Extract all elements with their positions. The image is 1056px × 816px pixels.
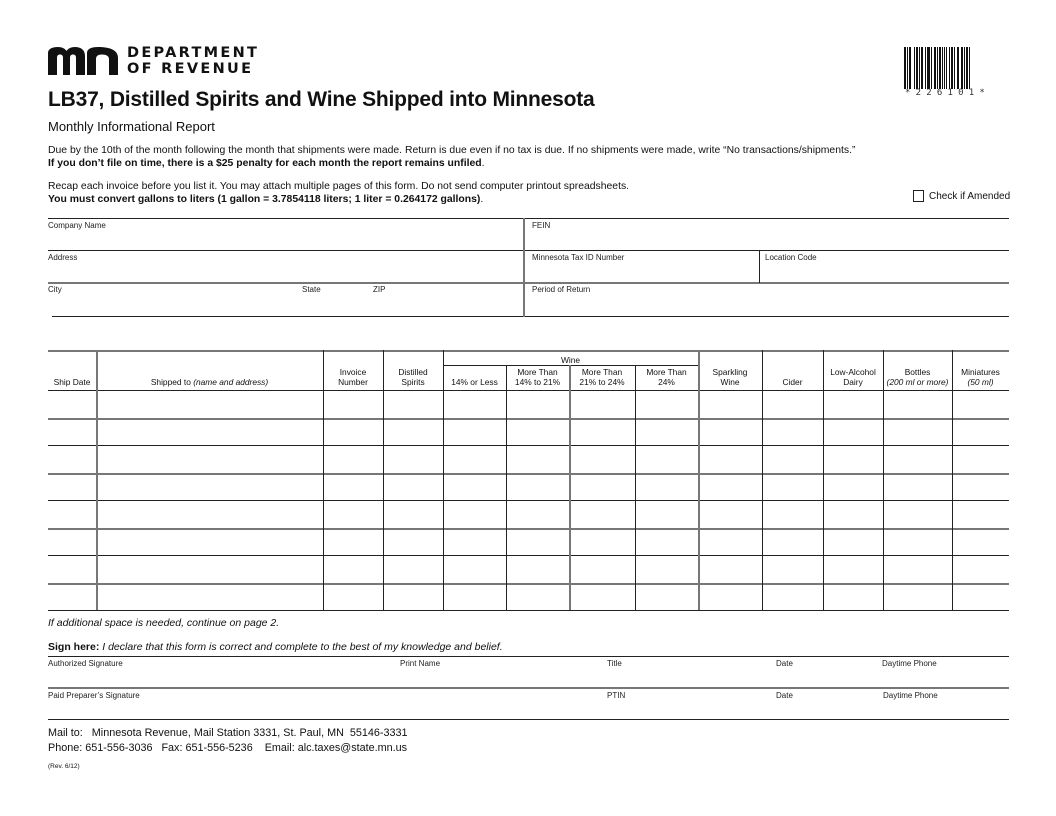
divider [759,250,760,283]
mn-logo-icon [48,47,118,75]
table-cell-wine-21-to-24[interactable] [571,530,633,554]
address-field[interactable] [48,263,522,281]
table-column-rule [823,350,824,610]
table-column-rule [952,350,953,610]
table-cell-wine-14-or-less[interactable] [445,392,504,416]
table-cell-invoice-number[interactable] [325,475,381,499]
company-name-field[interactable] [48,231,522,249]
table-cell-sparkling-wine[interactable] [700,475,760,499]
page-title: LB37, Distilled Spirits and Wine Shipped into Minnesota [48,88,595,111]
barcode-number: *226101* [905,88,990,98]
state-label: State [302,285,321,294]
revision-date: (Rev. 6/12) [48,763,80,770]
barcode-icon [904,47,1007,89]
table-cell-distilled-spirits[interactable] [385,502,441,526]
column-header-invoice-number: Invoice Number [338,367,368,387]
city-field[interactable] [48,295,298,315]
address-label: Address [48,253,78,262]
table-cell-wine-14-or-less[interactable] [445,530,504,554]
conversion-notice: You must convert gallons to liters (1 gallon = 3.7854118 liters; 1 liter = 0.264172 gallons) [48,194,481,205]
table-cell-wine-14-to-21[interactable] [508,557,567,581]
table-cell-sparkling-wine[interactable] [700,392,760,416]
table-cell-wine-21-to-24[interactable] [571,420,633,444]
table-row-rule [48,555,1009,556]
table-cell-wine-21-to-24[interactable] [571,475,633,499]
table-column-rule [443,350,444,610]
table-top-rule [48,350,1009,352]
table-cell-bottles[interactable] [885,447,950,471]
mn-tax-id-field[interactable] [532,263,757,281]
mn-tax-id-label: Minnesota Tax ID Number [532,253,625,262]
location-code-field[interactable] [765,263,1008,281]
paid-preparer-signature-label: Paid Preparer’s Signature [48,691,140,700]
table-row-rule [48,445,1009,446]
table-cell-invoice-number[interactable] [325,392,381,416]
preparer-daytime-phone-field[interactable] [882,700,1008,718]
continuation-note: If additional space is needed, continue on page 2. [48,617,280,629]
table-column-rule [883,350,884,610]
table-column-rule [635,365,636,610]
table-cell-wine-21-to-24[interactable] [571,585,633,609]
table-cell-ship-date[interactable] [50,530,94,554]
table-cell-ship-date[interactable] [50,392,94,416]
table-cell-wine-14-to-21[interactable] [508,392,567,416]
table-cell-wine-over-24[interactable] [637,557,696,581]
contact-info: Phone: 651-556-3036 Fax: 651-556-5236 Email: alc.taxes@state.mn.us [48,742,408,754]
table-cell-ship-date[interactable] [50,420,94,444]
table-cell-wine-over-24[interactable] [637,530,696,554]
preparer-date-field[interactable] [776,700,880,718]
ptin-field[interactable] [607,700,774,718]
table-cell-wine-14-to-21[interactable] [508,585,567,609]
table-cell-shipped-to[interactable] [98,557,321,581]
table-cell-low-alcohol-dairy[interactable] [825,530,881,554]
table-cell-wine-14-or-less[interactable] [445,557,504,581]
table-cell-sparkling-wine[interactable] [700,502,760,526]
table-cell-shipped-to[interactable] [98,585,321,609]
divider [48,656,1009,657]
table-cell-wine-over-24[interactable] [637,447,696,471]
column-header-shipped-to: Shipped to (name and address) [150,377,269,387]
table-cell-wine-14-to-21[interactable] [508,530,567,554]
table-header-rule [48,390,1009,391]
table-cell-wine-over-24[interactable] [637,585,696,609]
company-name-label: Company Name [48,221,106,230]
table-cell-sparkling-wine[interactable] [700,420,760,444]
table-cell-wine-14-to-21[interactable] [508,447,567,471]
penalty-notice: If you don’t file on time, there is a $25 penalty for each month the report remains unfiled [48,158,482,169]
table-cell-miniatures[interactable] [954,447,1007,471]
table-cell-cider[interactable] [764,585,821,609]
table-cell-distilled-spirits[interactable] [385,530,441,554]
table-cell-cider[interactable] [764,392,821,416]
table-cell-distilled-spirits[interactable] [385,420,441,444]
table-cell-wine-21-to-24[interactable] [571,557,633,581]
amended-checkbox-group[interactable] [913,190,1010,202]
column-header-cider: Cider [782,377,803,387]
city-label: City [48,285,62,294]
column-header-wine-14-to-21: More Than 14% to 21% [514,367,561,387]
table-cell-distilled-spirits[interactable] [385,585,441,609]
table-cell-cider[interactable] [764,475,821,499]
table-cell-wine-over-24[interactable] [637,475,696,499]
table-cell-bottles[interactable] [885,530,950,554]
table-cell-sparkling-wine[interactable] [700,557,760,581]
table-cell-invoice-number[interactable] [325,530,381,554]
column-header-miniatures: Miniatures (50 ml) [961,367,1000,387]
table-cell-low-alcohol-dairy[interactable] [825,557,881,581]
table-cell-invoice-number[interactable] [325,557,381,581]
table-cell-wine-21-to-24[interactable] [571,392,633,416]
table-cell-sparkling-wine[interactable] [700,447,760,471]
table-cell-invoice-number[interactable] [325,420,381,444]
preparer-date-label: Date [776,691,793,700]
table-cell-wine-14-or-less[interactable] [445,420,504,444]
table-cell-bottles[interactable] [885,502,950,526]
divider [48,282,1009,284]
table-cell-bottles[interactable] [885,420,950,444]
table-cell-low-alcohol-dairy[interactable] [825,502,881,526]
date-label: Date [776,659,793,668]
table-cell-wine-14-or-less[interactable] [445,585,504,609]
recap-instructions: Recap each invoice before you list it. You may attach multiple pages of this form. Do not send computer printout spreadsheets. You must convert gallons to liters (1 gallon = 3.7854118 liters; 1 liter = 0.264172 gallons). [48,181,630,205]
table-cell-low-alcohol-dairy[interactable] [825,392,881,416]
divider [48,218,1009,219]
table-cell-miniatures[interactable] [954,557,1007,581]
date-field[interactable] [776,668,880,686]
divider [523,218,525,317]
table-cell-bottles[interactable] [885,585,950,609]
table-cell-low-alcohol-dairy[interactable] [825,420,881,444]
table-cell-low-alcohol-dairy[interactable] [825,585,881,609]
table-cell-bottles[interactable] [885,557,950,581]
table-cell-wine-over-24[interactable] [637,420,696,444]
title-label: Title [607,659,622,668]
table-cell-miniatures[interactable] [954,475,1007,499]
table-cell-miniatures[interactable] [954,585,1007,609]
authorized-signature-label: Authorized Signature [48,659,123,668]
period-of-return-label: Period of Return [532,285,591,294]
authorized-signature-field[interactable] [48,668,398,686]
table-cell-shipped-to[interactable] [98,530,321,554]
table-cell-miniatures[interactable] [954,392,1007,416]
table-cell-bottles[interactable] [885,392,950,416]
table-cell-shipped-to[interactable] [98,447,321,471]
table-cell-miniatures[interactable] [954,420,1007,444]
fein-label: FEIN [532,221,551,230]
table-column-rule [762,350,763,610]
table-cell-wine-14-or-less[interactable] [445,502,504,526]
table-cell-wine-14-or-less[interactable] [445,447,504,471]
table-cell-shipped-to[interactable] [98,392,321,416]
print-name-label: Print Name [400,659,441,668]
wine-group-header: Wine [560,355,581,365]
location-code-label: Location Code [765,253,817,262]
title-field[interactable] [607,668,774,686]
divider [48,687,1009,689]
sign-here-declaration: Sign here: I declare that this form is correct and complete to the best of my knowledge and belief. [48,641,503,653]
table-cell-invoice-number[interactable] [325,502,381,526]
table-cell-wine-14-to-21[interactable] [508,502,567,526]
table-cell-distilled-spirits[interactable] [385,447,441,471]
table-row-rule [48,610,1009,611]
column-header-ship-date: Ship Date [53,377,91,387]
daytime-phone-label: Daytime Phone [882,659,937,668]
table-cell-invoice-number[interactable] [325,447,381,471]
state-field[interactable] [302,295,370,315]
column-header-sparkling-wine: Sparkling Wine [712,367,748,387]
table-cell-cider[interactable] [764,420,821,444]
table-cell-miniatures[interactable] [954,502,1007,526]
table-cell-wine-over-24[interactable] [637,392,696,416]
table-cell-cider[interactable] [764,502,821,526]
table-cell-ship-date[interactable] [50,502,94,526]
table-cell-low-alcohol-dairy[interactable] [825,447,881,471]
table-cell-sparkling-wine[interactable] [700,585,760,609]
zip-label: ZIP [373,285,386,294]
table-cell-distilled-spirits[interactable] [385,392,441,416]
mailing-address: Mail to: Minnesota Revenue, Mail Station 3331, St. Paul, MN 55146-3331 Phone: 651-556-3036 Fax: 651-556-5236 Email: alc.taxes@state.mn.us [48,727,408,754]
table-cell-wine-14-to-21[interactable] [508,420,567,444]
table-cell-cider[interactable] [764,557,821,581]
table-cell-ship-date[interactable] [50,447,94,471]
table-cell-distilled-spirits[interactable] [385,557,441,581]
column-header-wine-over-24: More Than 24% [646,367,687,387]
table-cell-invoice-number[interactable] [325,585,381,609]
table-cell-wine-over-24[interactable] [637,502,696,526]
page-subtitle: Monthly Informational Report [48,119,215,134]
table-cell-ship-date[interactable] [50,557,94,581]
table-column-rule [506,365,507,610]
table-cell-low-alcohol-dairy[interactable] [825,475,881,499]
period-of-return-field[interactable] [532,295,1008,315]
table-cell-shipped-to[interactable] [98,420,321,444]
column-header-distilled-spirits: Distilled Spirits [398,367,428,387]
amended-label: Check if Amended [929,190,1011,202]
due-instructions: Due by the 10th of the month following the month that shipments were made. Return is due even if no tax is due. If no shipments were made, write “No transactions/shipments.” If you don’t file on time, there is a $25 penalty for each month the report remains unfiled. [48,145,856,169]
preparer-daytime-phone-label: Daytime Phone [883,691,938,700]
table-column-rule [323,350,324,610]
print-name-field[interactable] [400,668,605,686]
column-header-bottles: Bottles (200 ml or more) [886,367,949,387]
table-cell-wine-21-to-24[interactable] [571,502,633,526]
column-header-low-alcohol-dairy: Low-Alcohol Dairy [830,367,876,387]
table-cell-ship-date[interactable] [50,585,94,609]
table-cell-distilled-spirits[interactable] [385,475,441,499]
daytime-phone-field[interactable] [882,668,1008,686]
zip-field[interactable] [373,295,521,315]
table-cell-shipped-to[interactable] [98,475,321,499]
divider [48,719,1009,720]
table-cell-shipped-to[interactable] [98,502,321,526]
fein-field[interactable] [532,231,1008,249]
department-name: DEPARTMENT OF REVENUE [127,45,260,77]
table-cell-cider[interactable] [764,530,821,554]
divider [48,250,1009,251]
column-header-wine-14-or-less: 14% or Less [451,377,498,387]
divider [52,316,1009,317]
table-cell-wine-14-or-less[interactable] [445,475,504,499]
ptin-label: PTIN [607,691,626,700]
table-row-rule [48,500,1009,501]
table-cell-wine-21-to-24[interactable] [571,447,633,471]
table-column-rule [383,350,384,610]
table-cell-bottles[interactable] [885,475,950,499]
column-header-wine-21-to-24: More Than 21% to 24% [579,367,625,387]
table-cell-sparkling-wine[interactable] [700,530,760,554]
paid-preparer-signature-field[interactable] [48,700,604,718]
table-cell-ship-date[interactable] [50,475,94,499]
table-cell-wine-14-to-21[interactable] [508,475,567,499]
amended-checkbox[interactable] [913,190,924,202]
table-cell-cider[interactable] [764,447,821,471]
table-cell-miniatures[interactable] [954,530,1007,554]
